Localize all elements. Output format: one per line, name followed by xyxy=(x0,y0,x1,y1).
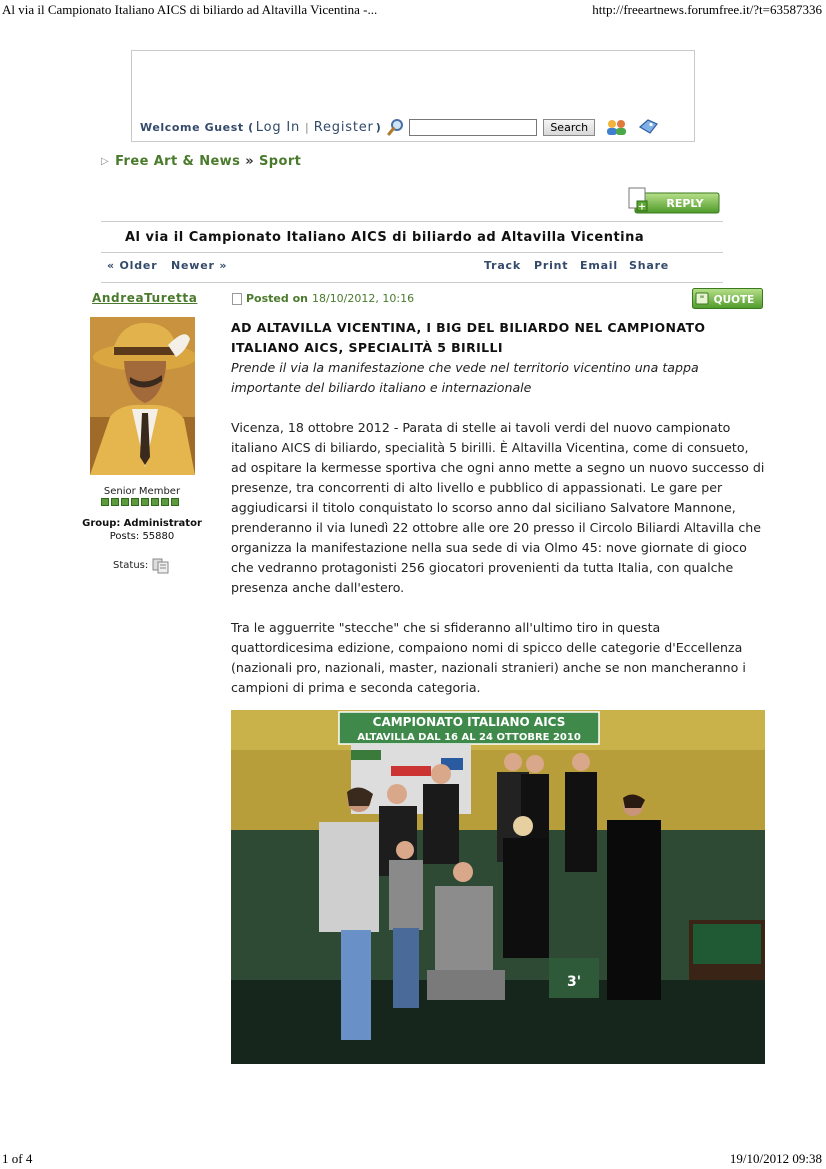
svg-text:+: + xyxy=(637,201,647,213)
breadcrumb-forum-link[interactable]: Free Art & News xyxy=(115,154,241,169)
users-icon[interactable] xyxy=(605,118,629,136)
group-value: Administrator xyxy=(123,518,202,529)
reply-label: REPLY xyxy=(666,197,704,210)
breadcrumb-arrow-icon: ▷ xyxy=(101,156,110,167)
member-status xyxy=(113,556,170,574)
posts-label: Posts: xyxy=(109,531,140,542)
quote-label: QUOTE xyxy=(713,294,755,306)
post-paragraph: Tra le agguerrite "stecche" che si sfideranno all'ultimo tiro in questa quattordicesima edizione, compaiono nomi di spicco delle categorie d'Eccellenza (nazionali pro, nazionali, master, nazionali stranieri) anche se non mancheranno i campioni di prima e seconda categoria. xyxy=(231,620,746,695)
search-input[interactable] xyxy=(409,119,537,136)
post-document-icon xyxy=(232,293,242,305)
event-photo xyxy=(231,710,765,1064)
breadcrumb-separator: » xyxy=(245,154,255,169)
rank-pip xyxy=(131,498,139,506)
register-link[interactable]: Register xyxy=(313,119,374,135)
search-button[interactable]: Search xyxy=(543,119,595,136)
print-link[interactable]: Print xyxy=(534,259,569,272)
breadcrumb xyxy=(101,154,301,169)
print-header xyxy=(2,2,822,18)
group-label: Group: xyxy=(82,518,121,529)
print-footer xyxy=(2,1151,822,1167)
rank-pip xyxy=(151,498,159,506)
photo-podium-label: 3' xyxy=(567,974,582,990)
print-header-url: http://freeartnews.forumfree.it/?t=63587336 xyxy=(592,2,822,17)
quote-button[interactable] xyxy=(692,288,763,309)
post-meta xyxy=(232,292,414,305)
rank-pip xyxy=(111,498,119,506)
breadcrumb-section-link[interactable]: Sport xyxy=(259,154,302,169)
print-footer-datetime: 19/10/2012 09:38 xyxy=(729,1151,822,1166)
posts-value: 55880 xyxy=(142,531,175,542)
posted-date: 18/10/2012, 10:16 xyxy=(311,292,415,305)
tag-icon[interactable] xyxy=(637,118,659,136)
author-name-link[interactable]: AndreaTuretta xyxy=(92,291,198,305)
member-rank: Senior Member xyxy=(103,486,181,497)
rank-pips xyxy=(101,498,179,506)
member-group xyxy=(80,518,204,529)
rank-pip xyxy=(101,498,109,506)
rank-pip xyxy=(121,498,129,506)
post-lead: Prende il via la manifestazione che vede nel territorio vicentino una tappa importante del biliardo italiano e internazionale xyxy=(231,360,699,395)
share-link[interactable]: Share xyxy=(629,259,670,272)
member-posts xyxy=(80,531,204,542)
print-footer-page: 1 of 4 xyxy=(2,1151,33,1166)
divider xyxy=(101,221,723,222)
offline-status-icon xyxy=(152,556,170,574)
reply-button[interactable] xyxy=(627,187,721,215)
post-body xyxy=(231,318,766,718)
rank-pip xyxy=(161,498,169,506)
post-paragraph: Vicenza, 18 ottobre 2012 - Parata di stelle ai tavoli verdi del nuovo campionato italiano AICS di biliardo, specialità 5 birilli. È Altavilla Vicentina, come di consueto, ad ospitare la kermesse sportiva che ogni anno mette a segno un nuovo successo di presenze, tra concorrenti di alto livello e pubblico di appassionati. Le gare per aggiudicarsi il titolo conquistato lo scorso anno dal siciliano Salvatore Mannone, prenderanno il via lunedì 22 ottobre alle ore 20 presso il Circolo Biliardi Altavilla che organizza la manifestazione nella sua sede di via Olmo 45: nove giornate di gioco che vedranno protagonisti 256 giocatori provenienti da tutta Italia, con qualche presenza anche dall'estero. xyxy=(231,420,765,595)
photo-banner-title: CAMPIONATO ITALIANO AICS xyxy=(372,715,566,729)
avatar[interactable] xyxy=(90,317,195,475)
rank-pip xyxy=(141,498,149,506)
track-link[interactable]: Track xyxy=(484,259,521,272)
status-label: Status: xyxy=(113,559,149,571)
rank-pip xyxy=(171,498,179,506)
older-link[interactable]: « Older xyxy=(107,259,158,272)
post-headline: AD ALTAVILLA VICENTINA, I BIG DEL BILIARDO NEL CAMPIONATO ITALIANO AICS, SPECIALITÀ 5 BIRILLI xyxy=(231,320,706,355)
posted-label: Posted on xyxy=(246,292,308,305)
svg-text:": " xyxy=(699,295,705,305)
welcome-text: Welcome Guest ( xyxy=(140,120,254,134)
login-separator: | xyxy=(305,120,309,134)
divider xyxy=(101,282,723,283)
welcome-close: ) xyxy=(375,120,382,134)
user-bar-row xyxy=(140,118,659,136)
topic-title: Al via il Campionato Italiano AICS di biliardo ad Altavilla Vicentina xyxy=(125,230,645,245)
divider xyxy=(101,252,723,253)
search-icon[interactable] xyxy=(387,118,405,136)
photo-banner-subtitle: ALTAVILLA DAL 16 AL 24 OTTOBRE 2010 xyxy=(357,732,581,743)
email-link[interactable]: Email xyxy=(580,259,618,272)
print-header-title: Al via il Campionato Italiano AICS di biliardo ad Altavilla Vicentina -... xyxy=(2,2,378,17)
login-link[interactable]: Log In xyxy=(255,119,301,135)
user-bar xyxy=(131,50,695,142)
newer-link[interactable]: Newer » xyxy=(171,259,228,272)
